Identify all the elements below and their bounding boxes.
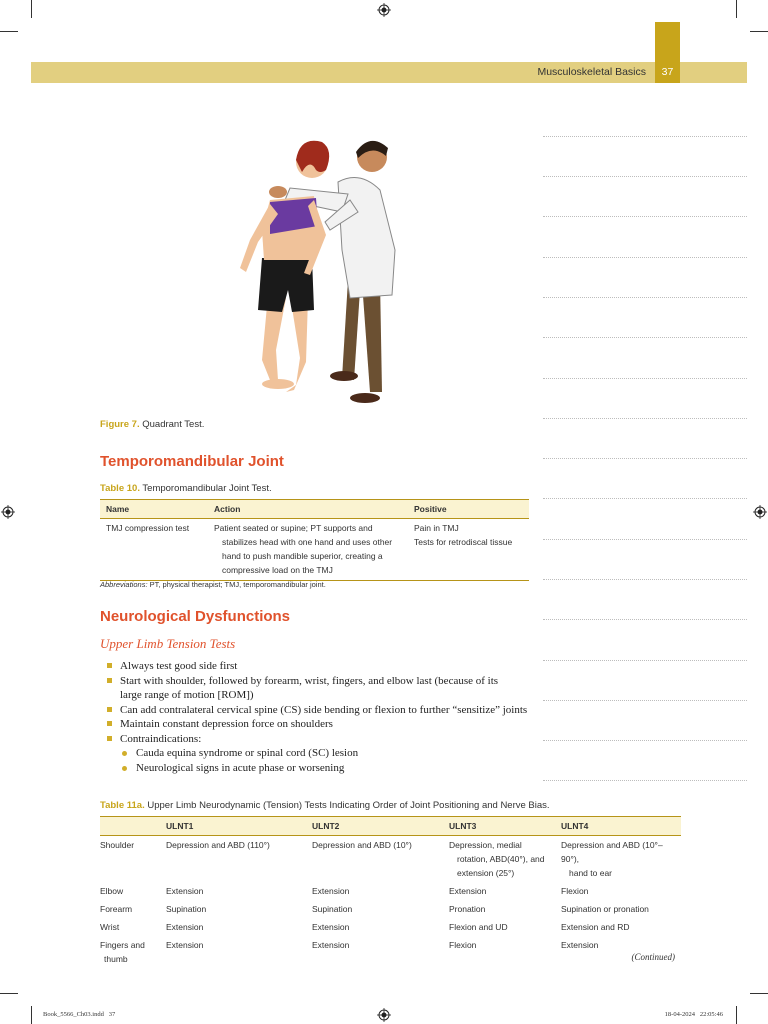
table-row: [100, 900, 681, 918]
table-header-row: [100, 500, 529, 519]
note-line: [543, 619, 747, 620]
table-cell: Wrist: [100, 922, 120, 932]
table-row: [100, 836, 681, 883]
registration-mark-icon: [377, 1008, 391, 1022]
column-header: [100, 817, 160, 836]
figure-label: Figure 7.: [100, 419, 140, 430]
crop-mark: [0, 31, 18, 32]
note-line: [543, 297, 747, 298]
table-row: [100, 519, 529, 581]
table-caption-text: Temporomandibular Joint Test.: [142, 483, 272, 494]
crop-mark: [31, 1006, 32, 1024]
list-item: Maintain constant depression force on shoulders: [100, 717, 540, 732]
tmj-test-table: [100, 499, 529, 581]
table-cell: TMJ compression test: [100, 519, 208, 581]
column-header: ULNT1: [160, 817, 306, 836]
table-cell: Depression and ABD (110°): [166, 840, 270, 850]
section-heading: Neurological Dysfunctions: [100, 608, 291, 625]
crop-mark: [0, 993, 18, 994]
column-header: Name: [100, 500, 208, 519]
note-line: [543, 418, 747, 419]
table-cell: Forearm: [100, 904, 133, 914]
note-line: [543, 176, 747, 177]
note-line: [543, 740, 747, 741]
table-cell: Depression, medial rotation, ABD(40°), and extension (25°): [449, 840, 545, 878]
section-heading: Temporomandibular Joint: [100, 453, 284, 470]
cell-line: Tests for retrodiscal tissue: [414, 537, 513, 547]
table-cell: Flexion: [561, 886, 589, 896]
table-row: [100, 918, 681, 936]
bullet-dot-icon: [122, 751, 127, 756]
table-cell: Extension and RD: [561, 922, 630, 932]
quadrant-test-illustration: [230, 130, 410, 412]
table-cell: Fingers and thumb: [100, 940, 145, 964]
table-cell: Depression and ABD (10°–90°), hand to ear: [561, 840, 663, 878]
table-cell: [408, 519, 529, 581]
table-abbreviations: [100, 580, 326, 589]
note-line: [543, 216, 747, 217]
table-caption: [100, 800, 550, 811]
table-cell: Shoulder: [100, 840, 135, 850]
crop-mark: [31, 0, 32, 18]
note-line: [543, 780, 747, 781]
cell-line: Patient seated or supine; PT supports and: [214, 523, 373, 533]
cell-line: hand to push mandible superior, creating a: [222, 551, 383, 561]
cell-line: Pain in TMJ: [414, 523, 459, 533]
table-cell: Extension: [449, 886, 487, 896]
column-header: ULNT4: [555, 817, 681, 836]
bullet-square-icon: [107, 721, 112, 726]
note-line: [543, 700, 747, 701]
crop-mark: [750, 993, 768, 994]
table-cell: Extension: [166, 886, 204, 896]
continued-note: (Continued): [631, 952, 675, 962]
registration-mark-icon: [753, 505, 767, 519]
list-item-continuation: large range of motion [ROM]): [120, 689, 254, 701]
table-cell: Extension: [312, 886, 350, 896]
bullet-list: [100, 659, 540, 775]
figure-caption-text: Quadrant Test.: [142, 419, 205, 430]
note-line: [543, 458, 747, 459]
page-number: 37: [661, 66, 674, 78]
table-row: [100, 936, 681, 968]
column-header: Action: [208, 500, 408, 519]
bullet-square-icon: [107, 707, 112, 712]
abbreviations-text: PT, physical therapist; TMJ, temporomandibular joint.: [149, 580, 326, 589]
table-cell: Supination or pronation: [561, 904, 649, 914]
figure-caption: [100, 419, 204, 430]
registration-mark-icon: [377, 3, 391, 17]
sub-list-item: Neurological signs in acute phase or worsening: [100, 761, 540, 776]
column-header: ULNT2: [306, 817, 443, 836]
crop-mark: [750, 31, 768, 32]
table-cell: Supination: [312, 904, 353, 914]
table-cell: Depression and ABD (10°): [312, 840, 412, 850]
column-header: Positive: [408, 500, 529, 519]
table-label: Table 11a.: [100, 800, 145, 811]
note-line: [543, 660, 747, 661]
list-item: Always test good side first: [100, 659, 540, 674]
table-caption-text: Upper Limb Neurodynamic (Tension) Tests Indicating Order of Joint Positioning and Nerve Bias.: [147, 800, 550, 811]
table-row: [100, 882, 681, 900]
crop-mark: [736, 1006, 737, 1024]
print-slug-file: Book_5566_Ch03.indd 37: [43, 1011, 116, 1018]
print-slug-timestamp: 18-04-2024 22:05:46: [664, 1011, 723, 1018]
table-cell: Extension: [166, 922, 204, 932]
bullet-dot-icon: [122, 766, 127, 771]
bullet-square-icon: [107, 678, 112, 683]
table-cell: Supination: [166, 904, 207, 914]
running-header-title: Musculoskeletal Basics: [537, 66, 646, 78]
column-header: ULNT3: [443, 817, 555, 836]
table-cell: Extension: [561, 940, 599, 950]
list-item: Can add contralateral cervical spine (CS) side bending or flexion to further “sensitize” joints: [100, 703, 540, 718]
registration-mark-icon: [1, 505, 15, 519]
list-item: Contraindications:: [100, 732, 540, 747]
note-line: [543, 136, 747, 137]
note-line: [543, 539, 747, 540]
table-cell: Extension: [166, 940, 204, 950]
abbreviations-label: Abbreviations:: [100, 580, 148, 589]
list-item: Start with shoulder, followed by forearm, wrist, fingers, and elbow last (because of its: [100, 674, 540, 689]
table-label: Table 10.: [100, 483, 140, 494]
table-caption: [100, 483, 272, 494]
note-line: [543, 579, 747, 580]
subsection-heading: Upper Limb Tension Tests: [100, 636, 236, 651]
bullet-square-icon: [107, 736, 112, 741]
table-cell: Flexion: [449, 940, 477, 950]
cell-line: stabilizes head with one hand and uses other: [222, 537, 393, 547]
bullet-square-icon: [107, 663, 112, 668]
table-header-row: [100, 817, 681, 836]
table-cell: [208, 519, 408, 581]
table-cell: Extension: [312, 940, 350, 950]
note-line: [543, 337, 747, 338]
table-cell: Flexion and UD: [449, 922, 508, 932]
note-line: [543, 378, 747, 379]
cell-line: compressive load on the TMJ: [222, 565, 333, 575]
table-cell: Pronation: [449, 904, 486, 914]
crop-mark: [736, 0, 737, 18]
note-line: [543, 498, 747, 499]
sub-list-item: Cauda equina syndrome or spinal cord (SC) lesion: [100, 746, 540, 761]
table-cell: Extension: [312, 922, 350, 932]
note-line: [543, 257, 747, 258]
ulnt-table: [100, 816, 681, 968]
table-cell: Elbow: [100, 886, 124, 896]
